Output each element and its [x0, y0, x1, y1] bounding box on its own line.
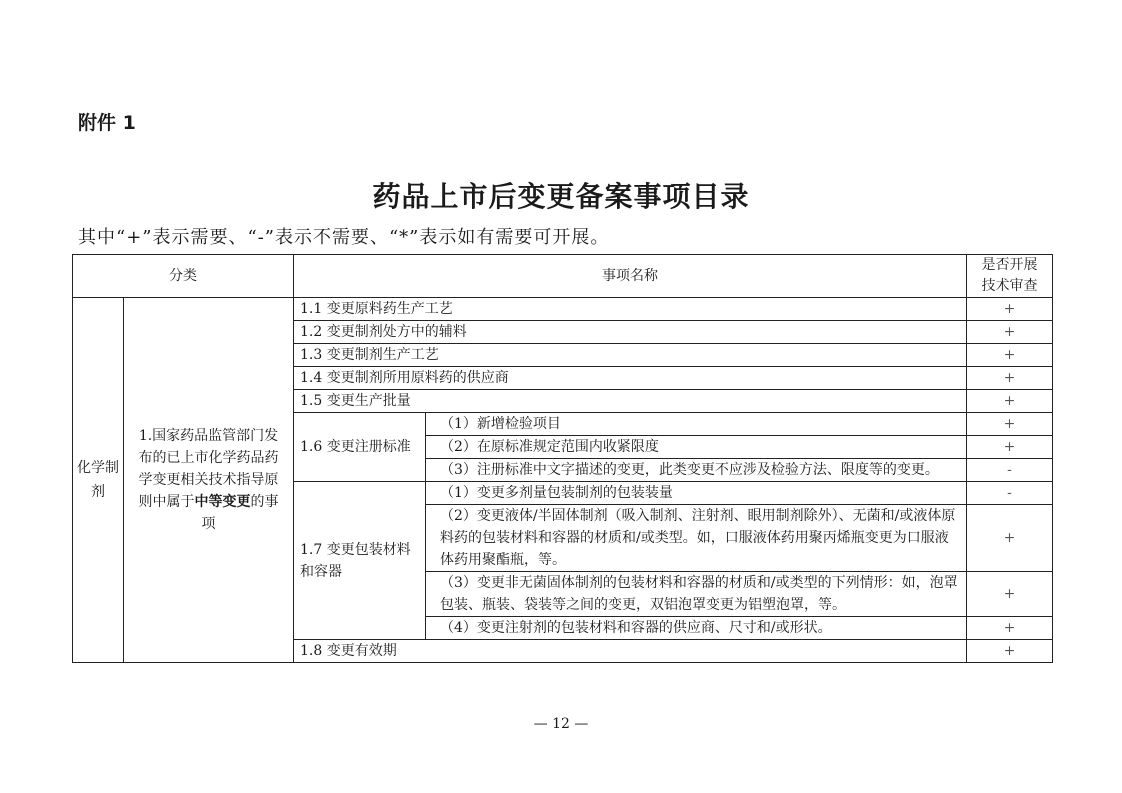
item-name: 1.3 变更制剂生产工艺: [294, 344, 967, 367]
sub-item-name: （2）在原标准规定范围内收紧限度: [426, 436, 967, 459]
review-mark: +: [967, 572, 1053, 617]
review-mark: +: [967, 367, 1053, 390]
review-mark: +: [967, 390, 1053, 413]
header-item-name: 事项名称: [294, 255, 967, 298]
category-level2-text: 1.国家药品监管部门发布的已上市化学药品药学变更相关技术指导原则中属于: [138, 428, 279, 510]
item-name: 1.8 变更有效期: [294, 640, 967, 663]
table-row: [73, 298, 1053, 321]
table-header-row: [73, 255, 1053, 298]
review-mark: +: [967, 436, 1053, 459]
sub-item-name: （4）变更注射剂的包装材料和容器的供应商、尺寸和/或形状。: [426, 617, 967, 640]
item-name: 1.4 变更制剂所用原料药的供应商: [294, 367, 967, 390]
item-name: 1.1 变更原料药生产工艺: [294, 298, 967, 321]
attachment-label: 附件 1: [78, 112, 136, 134]
header-review: [967, 255, 1053, 298]
document-title: 药品上市后变更备案事项目录: [372, 180, 750, 213]
legend-note: 其中“+”表示需要、“-”表示不需要、“*”表示如有需要可开展。: [78, 227, 610, 248]
review-mark: -: [967, 459, 1053, 482]
header-review-line2: 技术审查: [981, 278, 1038, 294]
review-mark: +: [967, 617, 1053, 640]
review-mark: +: [967, 413, 1053, 436]
category-level2-bold: 中等变更: [194, 494, 251, 510]
header-review-line1: 是否开展: [981, 257, 1038, 273]
page-number: — 12 —: [533, 716, 589, 732]
item-name: 1.5 变更生产批量: [294, 390, 967, 413]
review-mark: +: [967, 505, 1053, 572]
sub-item-name: （3）注册标准中文字描述的变更，此类变更不应涉及检验方法、限度等的变更。: [426, 459, 967, 482]
item-name: 1.2 变更制剂处方中的辅料: [294, 321, 967, 344]
header-category: 分类: [73, 255, 294, 298]
sub-item-name: （1）新增检验项目: [426, 413, 967, 436]
review-mark: +: [967, 344, 1053, 367]
review-mark: +: [967, 640, 1053, 663]
category-level2: [124, 298, 294, 663]
change-record-table: [72, 254, 1053, 663]
group-name-1-6: 1.6 变更注册标准: [294, 413, 426, 482]
review-mark: -: [967, 482, 1053, 505]
sub-item-name: （2）变更液体/半固体制剂（吸入制剂、注射剂、眼用制剂除外）、无菌和/或液体原料药的包装材料和容器的材质和/或类型。如，口服液体药用聚丙烯瓶变更为口服液体药用聚酯瓶，等。: [426, 505, 967, 572]
category-level1: 化学制剂: [73, 298, 124, 663]
review-mark: +: [967, 298, 1053, 321]
sub-item-name: （1）变更多剂量包装制剂的包装装量: [426, 482, 967, 505]
review-mark: +: [967, 321, 1053, 344]
sub-item-name: （3）变更非无菌固体制剂的包装材料和容器的材质和/或类型的下列情形：如，泡罩包装、瓶装、袋装等之间的变更，双铝泡罩变更为铝塑泡罩，等。: [426, 572, 967, 617]
group-name-1-7: 1.7 变更包装材料和容器: [294, 482, 426, 640]
category-level2-suffix: 的事项: [201, 494, 279, 532]
